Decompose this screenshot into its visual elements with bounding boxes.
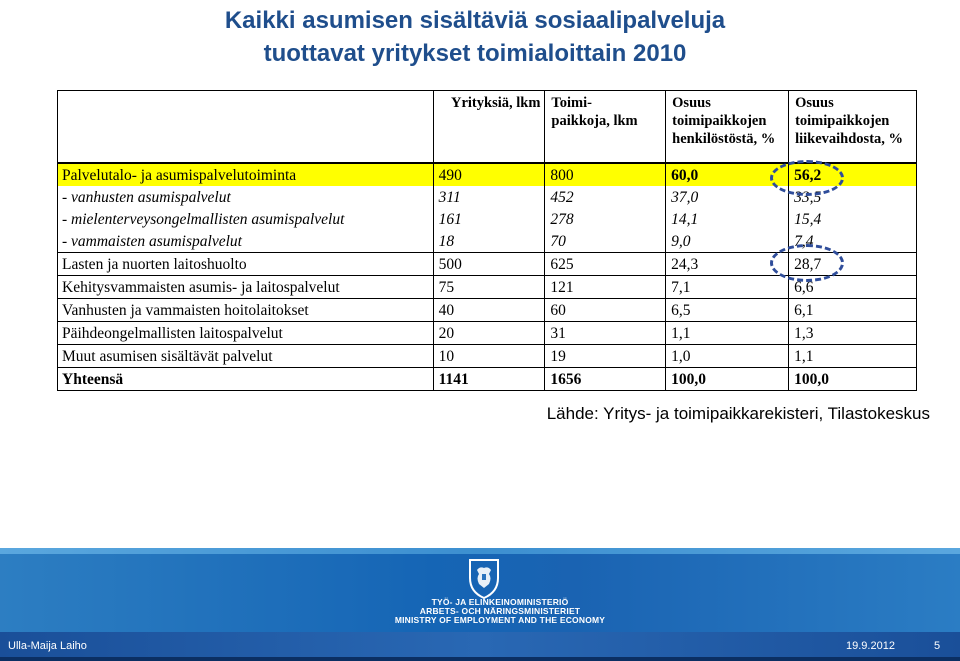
- table-row: [58, 208, 917, 230]
- data-table: [57, 90, 917, 391]
- header-category: [58, 91, 434, 164]
- table-body: [58, 163, 917, 391]
- row-label: Lasten ja nuorten laitoshuolto: [58, 253, 434, 276]
- companies-cell: 500: [433, 253, 545, 276]
- personnel-share-cell: 9,0: [666, 230, 789, 253]
- data-table-container: [57, 90, 917, 391]
- table-row: [58, 345, 917, 368]
- row-label: Päihdeongelmallisten laitospalvelut: [58, 322, 434, 345]
- footer-author: Ulla-Maija Laiho: [8, 640, 87, 652]
- table-row: [58, 253, 917, 276]
- table-row: [58, 299, 917, 322]
- turnover-share-cell: 33,5: [789, 186, 917, 208]
- title-line-2: tuottavat yritykset toimialoittain 2010: [263, 40, 687, 67]
- establishments-cell: 625: [545, 253, 666, 276]
- personnel-share-cell: 6,5: [666, 299, 789, 322]
- row-label: - mielenterveysongelmallisten asumispalvelut: [58, 208, 434, 230]
- row-label: Muut asumisen sisältävät palvelut: [58, 345, 434, 368]
- footer-date: 19.9.2012: [846, 640, 895, 652]
- header-establishments: [545, 91, 666, 164]
- turnover-share-cell: 15,4: [789, 208, 917, 230]
- footer-bottom-strip: [0, 657, 960, 661]
- turnover-share-cell: 56,2: [789, 163, 917, 186]
- personnel-share-cell: 1,1: [666, 322, 789, 345]
- title-line-1: Kaikki asumisen sisältäviä sosiaalipalveluja: [224, 7, 726, 34]
- turnover-share-cell: 6,1: [789, 299, 917, 322]
- establishments-cell: 70: [545, 230, 666, 253]
- header-turnover-share: [789, 91, 917, 164]
- establishments-cell: 60: [545, 299, 666, 322]
- lion-logo-icon: [462, 556, 506, 600]
- banner-stripe: [0, 548, 960, 554]
- ministry-line-1: TYÖ- JA ELINKEINOMINISTERIÖ: [431, 597, 569, 607]
- row-label: Yhteensä: [58, 368, 434, 391]
- companies-cell: 40: [433, 299, 545, 322]
- personnel-share-cell: 100,0: [666, 368, 789, 391]
- companies-cell: 10: [433, 345, 545, 368]
- table-row: [58, 230, 917, 253]
- establishments-cell: 19: [545, 345, 666, 368]
- companies-cell: 75: [433, 276, 545, 299]
- header-text: Osuus toimipaikkojen liikevaihdosta, %: [795, 95, 904, 147]
- page-title: [0, 4, 960, 70]
- establishments-cell: 121: [545, 276, 666, 299]
- table-header-row: [58, 91, 917, 164]
- ministry-line-2: ARBETS- OCH NÄRINGSMINISTERIET: [419, 606, 581, 616]
- personnel-share-cell: 60,0: [666, 163, 789, 186]
- companies-cell: 18: [433, 230, 545, 253]
- header-text: Toimi- paikkoja, lkm: [551, 95, 638, 129]
- establishments-cell: 452: [545, 186, 666, 208]
- ministry-name: [300, 598, 700, 625]
- header-companies: [433, 91, 545, 164]
- personnel-share-cell: 1,0: [666, 345, 789, 368]
- companies-cell: 20: [433, 322, 545, 345]
- header-text: Yrityksiä, lkm: [450, 95, 541, 111]
- ministry-line-3: MINISTRY OF EMPLOYMENT AND THE ECONOMY: [394, 615, 606, 625]
- companies-cell: 490: [433, 163, 545, 186]
- footer-page-number: 5: [934, 640, 941, 652]
- turnover-share-cell: 6,6: [789, 276, 917, 299]
- personnel-share-cell: 14,1: [666, 208, 789, 230]
- table-row: [58, 163, 917, 186]
- turnover-share-cell: 28,7: [789, 253, 917, 276]
- row-label: Kehitysvammaisten asumis- ja laitospalvelut: [58, 276, 434, 299]
- turnover-share-cell: 7,4: [789, 230, 917, 253]
- table-row: [58, 276, 917, 299]
- turnover-share-cell: 1,1: [789, 345, 917, 368]
- row-label: - vanhusten asumispalvelut: [58, 186, 434, 208]
- table-row: [58, 322, 917, 345]
- row-label: - vammaisten asumispalvelut: [58, 230, 434, 253]
- header-personnel-share: [666, 91, 789, 164]
- turnover-share-cell: 100,0: [789, 368, 917, 391]
- row-label: Vanhusten ja vammaisten hoitolaitokset: [58, 299, 434, 322]
- source-note: Lähde: Yritys- ja toimipaikkarekisteri, Tilastokeskus: [546, 404, 930, 423]
- companies-cell: 311: [433, 186, 545, 208]
- personnel-share-cell: 7,1: [666, 276, 789, 299]
- header-text: Osuus toimipaikkojen henkilöstöstä, %: [672, 95, 776, 147]
- companies-cell: 161: [433, 208, 545, 230]
- turnover-share-cell: 1,3: [789, 322, 917, 345]
- table-row: [58, 368, 917, 391]
- establishments-cell: 278: [545, 208, 666, 230]
- personnel-share-cell: 24,3: [666, 253, 789, 276]
- establishments-cell: 31: [545, 322, 666, 345]
- row-label: Palvelutalo- ja asumispalvelutoiminta: [58, 163, 434, 186]
- establishments-cell: 800: [545, 163, 666, 186]
- personnel-share-cell: 37,0: [666, 186, 789, 208]
- establishments-cell: 1656: [545, 368, 666, 391]
- table-row: [58, 186, 917, 208]
- companies-cell: 1141: [433, 368, 545, 391]
